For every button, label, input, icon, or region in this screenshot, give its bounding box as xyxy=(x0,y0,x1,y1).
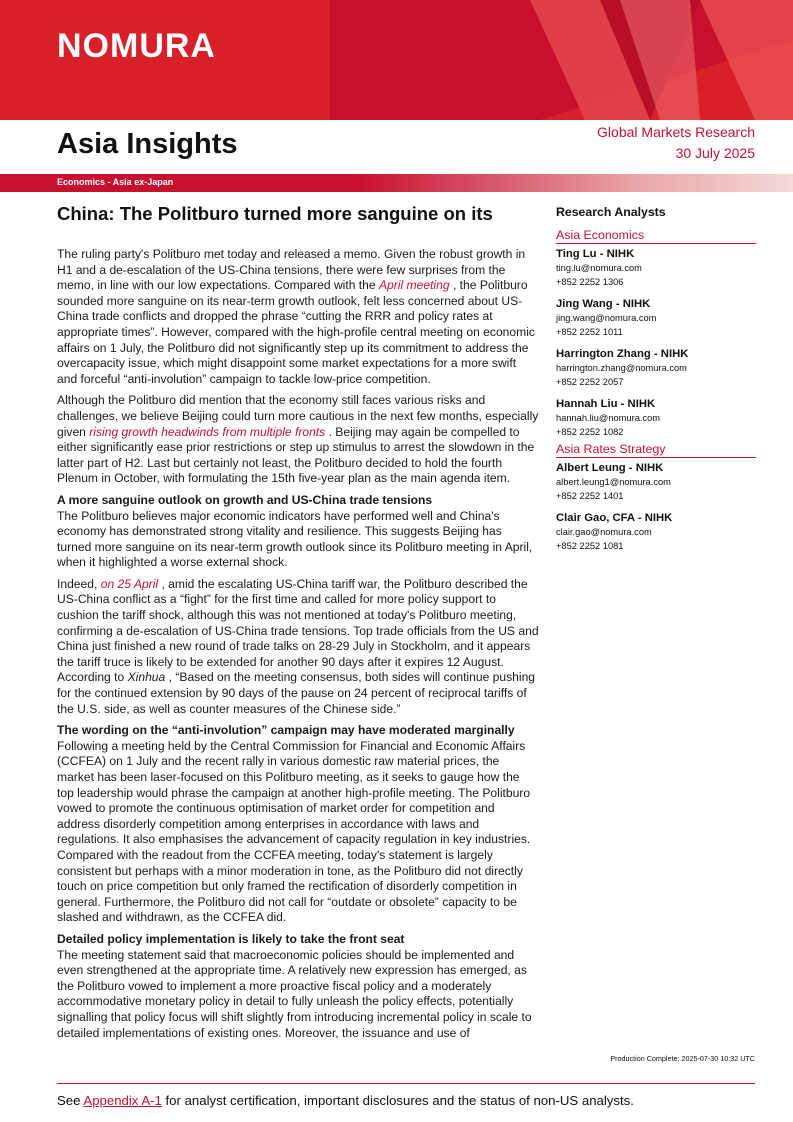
section-asia-rates: Asia Rates Strategy xyxy=(556,442,756,458)
analyst-card xyxy=(556,297,756,339)
analyst-name: Ting Lu - NIHK xyxy=(556,248,635,260)
publication-date: 30 July 2025 xyxy=(675,145,755,161)
analyst-list-rates xyxy=(556,461,756,553)
appendix-link[interactable]: Appendix A-1 xyxy=(83,1093,162,1108)
text: The ruling party's Politburo met today and released a memo. Given the robust growth in H1 and a de-escalation of the US-China tensions, there were few surprises from the memo, in line with our low expectations. Compared with the xyxy=(57,247,526,293)
footer-text: for analyst certification, important disclosures and the status of non-US analysts. xyxy=(161,1093,634,1108)
article-body xyxy=(57,247,539,1047)
analyst-email[interactable]: hannah.liu@nomura.com xyxy=(556,413,661,423)
sidebar-heading: Research Analysts xyxy=(556,205,666,219)
analyst-email[interactable]: jing.wang@nomura.com xyxy=(556,313,657,323)
analyst-email[interactable]: ting.lu@nomura.com xyxy=(556,263,642,273)
analyst-phone: +852 2252 1401 xyxy=(556,491,624,501)
april-meeting-link[interactable]: April meeting xyxy=(378,278,450,293)
analyst-phone: +852 2252 1306 xyxy=(556,277,624,287)
april-25-link[interactable]: on 25 April xyxy=(100,576,159,591)
analyst-card xyxy=(556,397,756,439)
paragraph: The meeting statement said that macroeconomic policies should be implemented and even strengthened at the appropriate time. A relatively new expression has emerged, as the Politburo vowed to implement a more proactive fiscal policy and a moderately accommodative monetary policy in detail to fully unleash the policy effects, potentially signalling that policy focus will shift slightly from introducing incremental policy in scale to detailed implementations of existing ones. Moreover, the issuance and use of xyxy=(57,947,532,1040)
header-banner xyxy=(0,0,793,120)
article-title: China: The Politburo turned more sanguine on its xyxy=(57,203,493,224)
category-label: Economics - Asia ex-Japan xyxy=(57,177,174,187)
paragraph xyxy=(57,247,539,387)
text: Indeed, xyxy=(57,576,101,591)
analyst-card xyxy=(556,347,756,389)
headwinds-link[interactable]: rising growth headwinds from multiple fronts xyxy=(89,424,326,439)
section-heading: A more sanguine outlook on growth and US-China trade tensions xyxy=(57,492,433,507)
section-asia-economics: Asia Economics xyxy=(556,228,756,244)
source-name: Xinhua xyxy=(127,670,166,685)
footer-text: See xyxy=(57,1093,84,1108)
footer-disclosure xyxy=(57,1093,634,1108)
text: , “Based on the meeting consensus, both sides will continue pushing for the continued extension by 90 days of the pause on 24 percent of reciprocal tariffs of the U.S. side, as well as counter measures of the Chinese side.” xyxy=(57,670,536,716)
analyst-email[interactable]: clair.gao@nomura.com xyxy=(556,527,652,537)
analyst-sidebar xyxy=(556,205,756,561)
footer-divider xyxy=(57,1083,755,1084)
analyst-name: Clair Gao, CFA - NIHK xyxy=(556,512,673,524)
analyst-phone: +852 2252 1081 xyxy=(556,541,624,551)
analyst-email[interactable]: albert.leung1@nomura.com xyxy=(556,477,671,487)
analyst-name: Hannah Liu - NIHK xyxy=(556,398,656,410)
text: Although the Politburo did mention that the economy still faces various risks and challenges, we believe Beijing could turn more cautious in the next few months, especially given xyxy=(57,393,539,439)
paragraph: The Politburo believes major economic indicators have performed well and China's economy has demonstrated strong vitality and resilience. This suggests Beijing has turned more sanguine on its near-term growth outlook since its Politburo meeting in April, when it highlighted a worse external shock. xyxy=(57,508,533,570)
analyst-phone: +852 2252 2057 xyxy=(556,377,624,387)
analyst-list-economics xyxy=(556,247,756,439)
division-label: Global Markets Research xyxy=(597,124,755,140)
analyst-card xyxy=(556,461,756,503)
analyst-phone: +852 2252 1082 xyxy=(556,427,624,437)
text: , amid the escalating US-China tariff war, the Politburo described the US-China conflict as a “fight” for the first time and called for more policy support to cushion the tariff shock, although this was not mentioned at today's Politburo meeting, confirming a de-escalation of US-China trade tensions. Top trade officials from the US and China just finished a new round of trade talks on 28-29 July in Stockholm, and it appears the tariff truce is likely to be extended for another 90 days after it expires 12 August. According to xyxy=(57,576,539,685)
paragraph xyxy=(57,577,539,717)
analyst-name: Jing Wang - NIHK xyxy=(556,298,651,310)
section-heading: The wording on the “anti-involution” campaign may have moderated marginally xyxy=(57,723,515,738)
category-bar xyxy=(0,174,793,192)
analyst-name: Harrington Zhang - NIHK xyxy=(556,348,689,360)
analyst-name: Albert Leung - NIHK xyxy=(556,462,664,474)
section-heading: Detailed policy implementation is likely to take the front seat xyxy=(57,931,405,946)
analyst-card xyxy=(556,511,756,553)
production-timestamp: Production Complete: 2025-07-30 10:32 UTC xyxy=(610,1054,755,1063)
analyst-card xyxy=(556,247,756,289)
paragraph xyxy=(57,393,539,487)
text: , the Politburo sounded more sanguine on its near-term growth outlook, felt less concerned about US-China trade conflicts and dropped the phrase “cutting the RRR and policy rates at appropriate times”. However, compared with the high-profile central meeting on economic affairs on 1 July, the Politburo did not significantly step up its commitment to address the overcapacity issue, which might disappoint some market expectations for a more swift and forceful “anti-involution” campaign to tackle low-price competition. xyxy=(57,278,535,386)
paragraph: Following a meeting held by the Central Commission for Financial and Economic Affairs (CCFEA) on 1 July and the recent rally in various domestic raw material prices, the market has been laser-focused on this Politburo meeting, as it seeks to gauge how the top leadership would phrase the campaign at another high-profile meeting. The Politburo vowed to promote the continuous optimisation of market order for competition and address disorderly competition among enterprises in accordance with laws and regulations. It also emphasises the advancement of capacity regulation in key industries. Compared with the readout from the CCFEA meeting, today's statement is largely consistent but perhaps with a minor moderation in tone, as the Politburo did not directly touch on price competition but only framed the rectification of disorderly competition in general. Furthermore, the Politburo did not call for “outdate or obsolete” capacity to be slashed and withdrawn, as the CCFEA did. xyxy=(57,738,531,925)
analyst-email[interactable]: harrington.zhang@nomura.com xyxy=(556,363,687,373)
analyst-phone: +852 2252 1011 xyxy=(556,327,623,337)
publication-title: Asia Insights xyxy=(57,128,238,160)
text: . Beijing may again be compelled to either significantly ease prior restrictions or step up stimulus to arrest the slowdown in the latter part of H2. Last but certainly not least, the Politburo decided to hold the fourth Plenum in October, with formulating the 15th five-year plan as the main agenda item. xyxy=(57,424,535,486)
nomura-logo: NOMURA xyxy=(57,27,216,65)
